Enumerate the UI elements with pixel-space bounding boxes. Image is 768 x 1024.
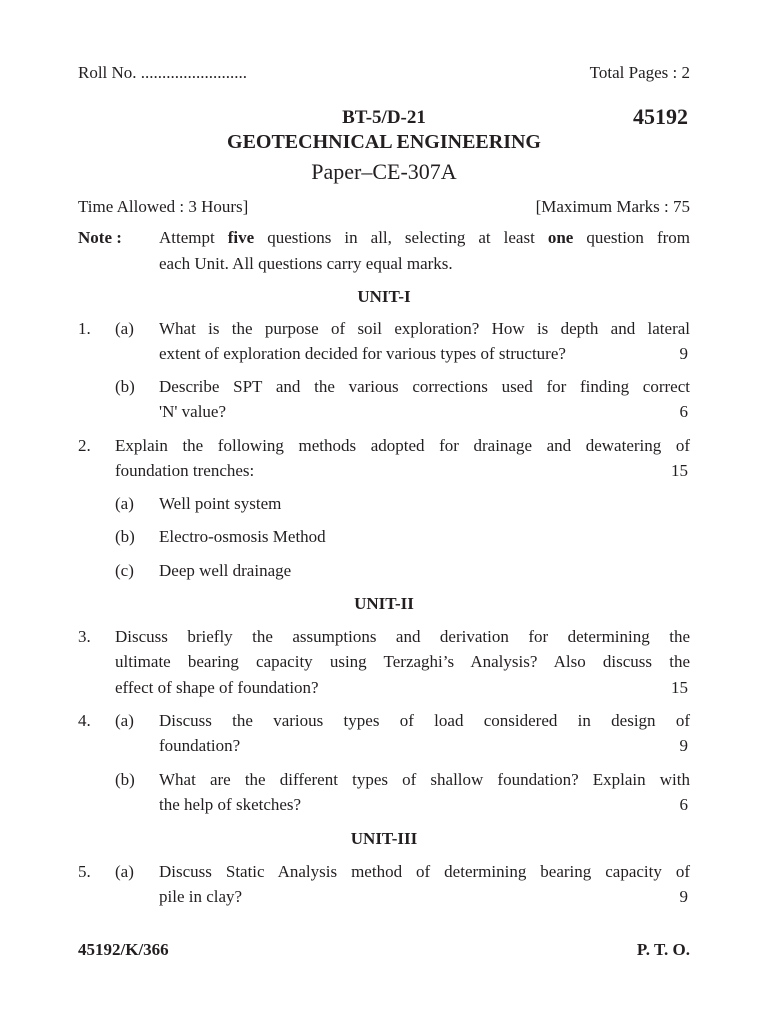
note-emphasis-five: five bbox=[227, 228, 255, 247]
time-allowed: Time Allowed : 3 Hours] bbox=[78, 197, 249, 216]
part-label: (a) bbox=[115, 319, 134, 338]
max-marks: [Maximum Marks : 75 bbox=[535, 197, 690, 216]
marks: 9 bbox=[679, 344, 688, 363]
unit-heading: UNIT-III bbox=[350, 829, 418, 848]
question-text: ultimate bearing capacity using Terzaghi’s Analysis? Also discuss the bbox=[115, 652, 690, 671]
question-number: 4. bbox=[78, 711, 91, 730]
unit-heading: UNIT-I bbox=[357, 287, 411, 306]
question-text: Discuss briefly the assumptions and derivation for determining the bbox=[115, 627, 690, 646]
part-label: (a) bbox=[115, 711, 134, 730]
total-pages: Total Pages : 2 bbox=[589, 63, 690, 82]
unit-heading: UNIT-II bbox=[354, 594, 414, 613]
marks: 6 bbox=[679, 402, 688, 421]
question-text: foundation trenches: bbox=[115, 461, 255, 480]
please-turn-over: P. T. O. bbox=[636, 940, 690, 959]
note-text: Attempt bbox=[159, 228, 228, 247]
paper-number: 45192 bbox=[633, 104, 688, 129]
part-label: (b) bbox=[115, 377, 135, 396]
note-line-2: each Unit. All questions carry equal marks. bbox=[159, 254, 453, 273]
paper-code: Paper–CE-307A bbox=[311, 159, 457, 184]
marks: 6 bbox=[679, 795, 688, 814]
question-text: foundation? bbox=[159, 736, 241, 755]
question-text: Explain the following methods adopted for drainage and dewatering of bbox=[115, 436, 690, 455]
question-text: Discuss the various types of load considered in design of bbox=[159, 711, 690, 730]
note-text: question from bbox=[573, 228, 690, 247]
question-text: extent of exploration decided for various types of structure? bbox=[159, 344, 566, 363]
subitem-text: Electro-osmosis Method bbox=[159, 527, 326, 546]
marks: 9 bbox=[679, 887, 688, 906]
marks: 15 bbox=[671, 461, 688, 480]
roll-no: Roll No. ......................... bbox=[78, 63, 248, 82]
question-number: 1. bbox=[78, 319, 91, 338]
note-label: Note : bbox=[78, 228, 122, 247]
note-line-1 bbox=[159, 228, 690, 248]
question-text: pile in clay? bbox=[159, 887, 243, 906]
question-number: 5. bbox=[78, 862, 91, 881]
question-number: 2. bbox=[78, 436, 91, 455]
question-text: What are the different types of shallow foundation? Explain with bbox=[159, 770, 690, 789]
footer-code: 45192/K/366 bbox=[78, 940, 169, 959]
subitem-label: (c) bbox=[115, 561, 134, 580]
exam-code: BT-5/D-21 bbox=[342, 107, 426, 128]
question-text: Describe SPT and the various corrections used for finding correct bbox=[159, 377, 690, 396]
question-text: the help of sketches? bbox=[159, 795, 302, 814]
marks: 9 bbox=[679, 736, 688, 755]
question-text: What is the purpose of soil exploration? How is depth and lateral bbox=[159, 319, 690, 338]
marks: 15 bbox=[671, 678, 688, 697]
subitem-text: Well point system bbox=[159, 494, 282, 513]
subitem-label: (b) bbox=[115, 527, 135, 546]
question-number: 3. bbox=[78, 627, 91, 646]
part-label: (a) bbox=[115, 862, 134, 881]
subitem-label: (a) bbox=[115, 494, 134, 513]
note-text: questions in all, selecting at least bbox=[254, 228, 548, 247]
question-text: 'N' value? bbox=[159, 402, 227, 421]
subject-title: GEOTECHNICAL ENGINEERING bbox=[227, 131, 541, 153]
part-label: (b) bbox=[115, 770, 135, 789]
subitem-text: Deep well drainage bbox=[159, 561, 292, 580]
note-emphasis-one: one bbox=[547, 228, 574, 247]
question-text: effect of shape of foundation? bbox=[115, 678, 319, 697]
question-text: Discuss Static Analysis method of determining bearing capacity of bbox=[159, 862, 690, 881]
